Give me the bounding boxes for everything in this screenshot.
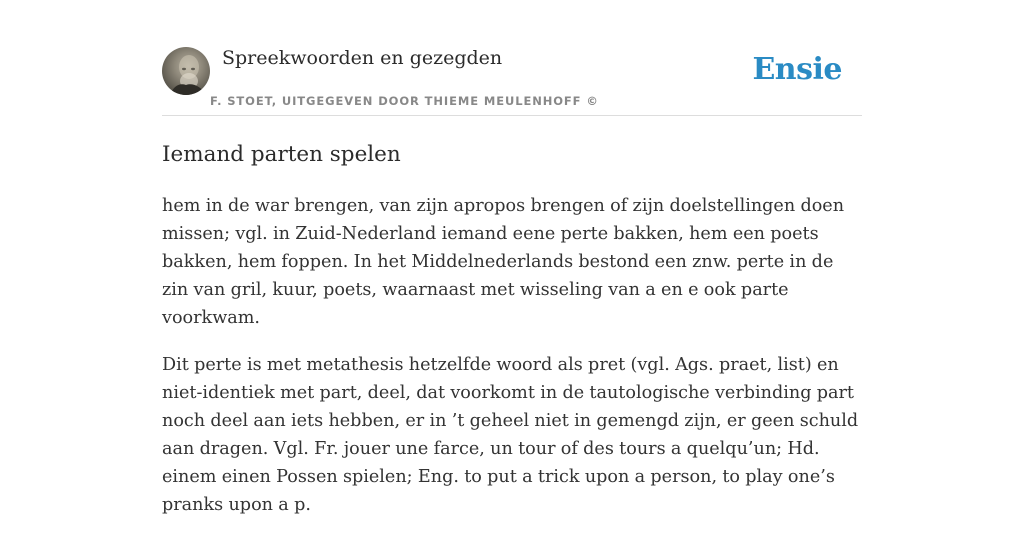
- entry-paragraph-2: Dit perte is met metathesis hetzelfde woord als pret (vgl. Ags. praet, list) en niet-identiek met part, deel, dat voorkomt in de tautologische verbinding part noch deel aan iets hebben, er in ’t geheel niet in gemengd zijn, er geen schuld aan dragen. Vgl. Fr. jouer une farce, un tour of des tours a quelqu’un; Hd. einem einen Possen spielen; Eng. to put a trick upon a person, to play one’s pranks upon a p.: [162, 355, 859, 515]
- portrait-image: [162, 47, 210, 95]
- publisher-credit: F. STOET, UITGEGEVEN DOOR THIEME MEULENHOFF ©: [210, 94, 599, 108]
- entry-card: [162, 0, 862, 515]
- entry-body: [162, 192, 862, 538]
- header-divider: [162, 115, 862, 116]
- entry-headword: Iemand parten spelen: [162, 142, 401, 167]
- book-title[interactable]: Spreekwoorden en gezegden: [222, 47, 503, 69]
- author-avatar: [162, 47, 210, 95]
- entry-paragraph-1: hem in de war brengen, van zijn apropos brengen of zijn doelstellingen doen missen; vgl. in Zuid-Nederland iemand eene perte bakken, hem een poets bakken, hem foppen. In het Middelnederlands bestond een znw. perte in de zin van gril, kuur, poets, waarnaast met wisseling van a en e ook parte voorkwam.: [162, 196, 845, 328]
- ensie-logo[interactable]: Ensie: [752, 52, 842, 87]
